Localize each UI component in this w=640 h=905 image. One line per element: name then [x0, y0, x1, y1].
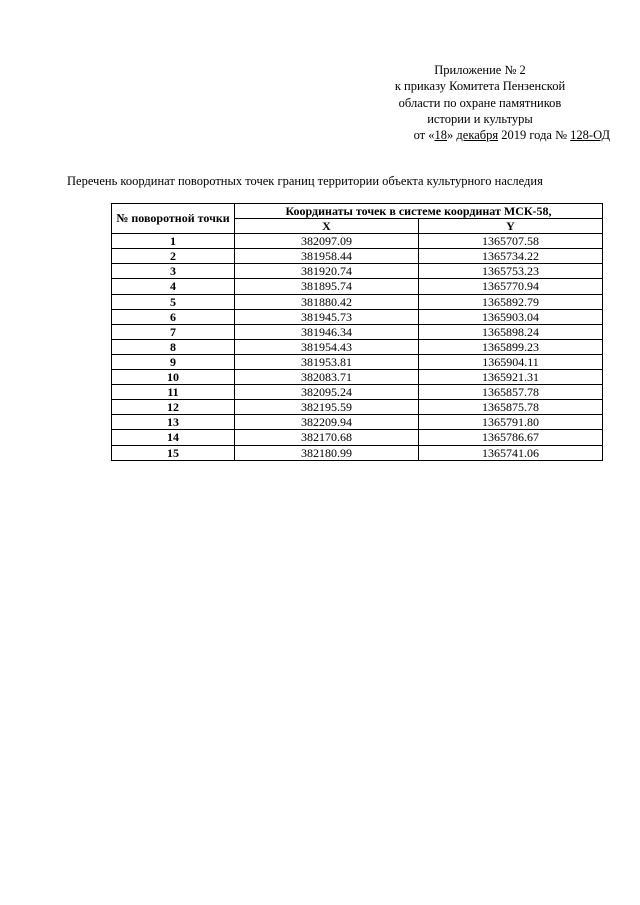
- table-row: [112, 400, 603, 415]
- point-number-cell: 9: [112, 354, 235, 369]
- table-row: [112, 430, 603, 445]
- point-number-cell: 10: [112, 370, 235, 385]
- y-coordinate-cell: 1365707.58: [419, 234, 603, 249]
- table-row: [112, 309, 603, 324]
- x-coordinate-cell: 381946.34: [235, 324, 419, 339]
- date-year: 2019 года №: [498, 128, 571, 143]
- y-coordinate-cell: 1365899.23: [419, 339, 603, 354]
- order-date-line: [350, 127, 610, 143]
- x-coordinate-cell: 382095.24: [235, 385, 419, 400]
- header-point-number: № поворотной точки: [112, 204, 235, 234]
- point-number-cell: 7: [112, 324, 235, 339]
- point-number-cell: 15: [112, 445, 235, 460]
- committee-name-line-2: истории и культуры: [427, 111, 533, 126]
- y-coordinate-cell: 1365875.78: [419, 400, 603, 415]
- point-number-cell: 4: [112, 279, 235, 294]
- table-row: [112, 264, 603, 279]
- x-coordinate-cell: 382195.59: [235, 400, 419, 415]
- y-coordinate-cell: 1365904.11: [419, 354, 603, 369]
- table-header-row: [112, 204, 603, 219]
- date-day: 18: [434, 128, 448, 143]
- appendix-number: Приложение № 2: [434, 63, 526, 77]
- table-row: [112, 385, 603, 400]
- x-coordinate-cell: 382180.99: [235, 445, 419, 460]
- header-coordinates: Координаты точек в системе координат МСК-58,: [235, 204, 603, 219]
- table-row: [112, 339, 603, 354]
- point-number-cell: 12: [112, 400, 235, 415]
- y-coordinate-cell: 1365903.04: [419, 309, 603, 324]
- y-coordinate-cell: 1365734.22: [419, 249, 603, 264]
- y-coordinate-cell: 1365786.67: [419, 430, 603, 445]
- x-coordinate-cell: 382170.68: [235, 430, 419, 445]
- point-number-cell: 6: [112, 309, 235, 324]
- order-reference: к приказу Комитета Пензенской: [394, 79, 566, 94]
- x-coordinate-cell: 381953.81: [235, 354, 419, 369]
- y-coordinate-cell: 1365892.79: [419, 294, 603, 309]
- date-separator: »: [447, 128, 457, 143]
- x-coordinate-cell: 381920.74: [235, 264, 419, 279]
- point-number-cell: 3: [112, 264, 235, 279]
- x-coordinate-cell: 381958.44: [235, 249, 419, 264]
- y-coordinate-cell: 1365753.23: [419, 264, 603, 279]
- committee-name-line: области по охране памятников: [398, 95, 562, 110]
- table-row: [112, 415, 603, 430]
- header-y: Y: [419, 219, 603, 234]
- table-row: [112, 354, 603, 369]
- date-month: декабря: [456, 128, 499, 143]
- point-number-cell: 1: [112, 234, 235, 249]
- x-coordinate-cell: 382083.71: [235, 370, 419, 385]
- y-coordinate-cell: 1365741.06: [419, 445, 603, 460]
- x-coordinate-cell: 381895.74: [235, 279, 419, 294]
- table-body: [112, 234, 603, 460]
- table-row: [112, 324, 603, 339]
- appendix-header: [350, 62, 610, 143]
- x-coordinate-cell: 381880.42: [235, 294, 419, 309]
- document-title: Перечень координат поворотных точек границ территории объекта культурного наследия: [67, 174, 543, 188]
- table-row: [112, 445, 603, 460]
- x-coordinate-cell: 381954.43: [235, 339, 419, 354]
- point-number-cell: 2: [112, 249, 235, 264]
- table-row: [112, 234, 603, 249]
- y-coordinate-cell: 1365898.24: [419, 324, 603, 339]
- x-coordinate-cell: 381945.73: [235, 309, 419, 324]
- table-row: [112, 294, 603, 309]
- point-number-cell: 14: [112, 430, 235, 445]
- table-row: [112, 249, 603, 264]
- point-number-cell: 8: [112, 339, 235, 354]
- point-number-cell: 5: [112, 294, 235, 309]
- order-number: 128-ОД: [570, 128, 610, 143]
- date-prefix: от «: [413, 128, 435, 143]
- x-coordinate-cell: 382097.09: [235, 234, 419, 249]
- table-row: [112, 279, 603, 294]
- header-x: X: [235, 219, 419, 234]
- y-coordinate-cell: 1365770.94: [419, 279, 603, 294]
- x-coordinate-cell: 382209.94: [235, 415, 419, 430]
- point-number-cell: 11: [112, 385, 235, 400]
- point-number-cell: 13: [112, 415, 235, 430]
- coordinates-table: [111, 203, 603, 461]
- y-coordinate-cell: 1365921.31: [419, 370, 603, 385]
- y-coordinate-cell: 1365857.78: [419, 385, 603, 400]
- table-row: [112, 370, 603, 385]
- y-coordinate-cell: 1365791.80: [419, 415, 603, 430]
